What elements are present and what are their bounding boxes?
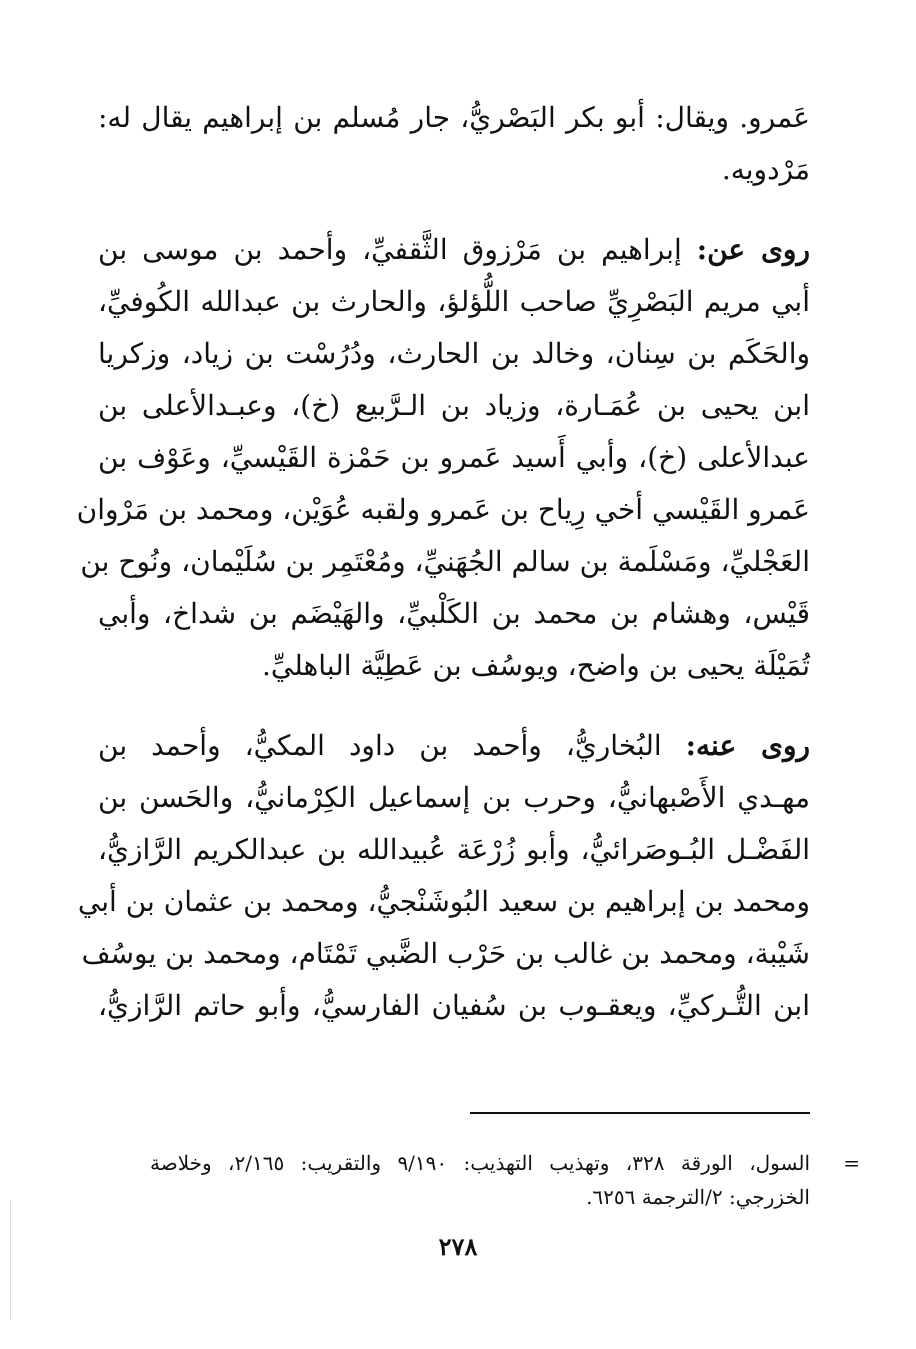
footnote-line: السول، الورقة ٣٢٨، وتهذيب التهذيب: ٩/١٩٠ والتقريب: ٢/١٦٥، وخلاصة	[150, 1151, 810, 1175]
text-line: عَمرو. ويقال: أبو بكر البَصْريُّ، جار مُسلم بن إبراهيم يقال له:	[98, 101, 810, 134]
intro-paragraph	[98, 92, 810, 196]
text-line	[98, 720, 810, 772]
text-line	[98, 224, 810, 276]
text-line: مَرْدويه.	[721, 153, 810, 186]
text-line: عبدالأعلى (خ)، وأبي أَسيد عَمرو بن حَمْزة القَيْسيِّ، وعَوْف بن	[98, 441, 810, 474]
text-line: تُمَيْلَة يحيى بن واضح، ويوسُف بن عَطِيَّة الباهليِّ.	[262, 649, 810, 682]
text-line: عَمرو القَيْسي أخي رِياح بن عَمرو ولقبه عُوَيْن، ومحمد بن مَرْوان	[76, 493, 810, 526]
text-line-rest: إبراهيم بن مَرْزوق الثَّقفيِّ، وأحمد بن موسى بن	[98, 233, 682, 266]
text-line: ابن يحيى بن عُمَـارة، وزياد بن الـرَّبيع (خ)، وعبـدالأعلى بن	[98, 389, 810, 422]
scan-edge	[10, 1200, 11, 1320]
section-label-narrated-by: روى عنه:	[685, 729, 810, 762]
text-line: أبي مريم البَصْرِيِّ صاحب اللُّؤلؤ، والحارث بن عبدالله الكُوفيِّ،	[98, 285, 810, 318]
footnote	[150, 1146, 860, 1214]
page-number: ٢٧٨	[438, 1232, 478, 1261]
text-line: العَجْليِّ، ومَسْلَمة بن سالم الجُهَنيِّ، ومُعْتَمِر بن سُلَيْمان، ونُوح بن	[80, 545, 810, 578]
text-line-rest: البُخاريُّ، وأحمد بن داود المكيُّ، وأحمد بن	[98, 729, 662, 762]
text-line: والحَكَم بن سِنان، وخالد بن الحارث، ودُرُسْت بن زياد، وزكريا	[98, 337, 810, 370]
section-label-narrated-from: روى عن:	[696, 233, 810, 266]
main-text	[76, 92, 810, 1032]
narrated-from-paragraph	[76, 224, 810, 692]
footnote-continuation-marker: =	[843, 1151, 860, 1175]
footnote-divider	[470, 1112, 810, 1114]
footnote-line: الخزرجي: ٢/الترجمة ٦٢٥٦.	[586, 1185, 810, 1209]
text-line: ابن التُّـركيِّ، ويعقـوب بن سُفيان الفارسيُّ، وأبو حاتم الرَّازيُّ،	[98, 989, 810, 1022]
text-line: مهـدي الأَصْبهانيُّ، وحرب بن إسماعيل الكِرْمانيُّ، والحَسن بن	[98, 781, 810, 814]
narrated-by-paragraph	[77, 720, 810, 1032]
text-line: قَيْس، وهشام بن محمد بن الكَلْبيِّ، والهَيْضَم بن شداخ، وأبي	[98, 597, 810, 630]
text-line: شَيْبة، ومحمد بن غالب بن حَرْب الضَّبي تَمْتَام، ومحمد بن يوسُف	[81, 937, 810, 970]
text-line: الفَضْـل البُـوصَرائيُّ، وأبو زُرْعَة عُبيدالله بن عبدالكريم الرَّازيُّ،	[98, 833, 810, 866]
text-line: ومحمد بن إبراهيم بن سعيد البُوشَنْجيُّ، ومحمد بن عثمان بن أبي	[77, 885, 810, 918]
